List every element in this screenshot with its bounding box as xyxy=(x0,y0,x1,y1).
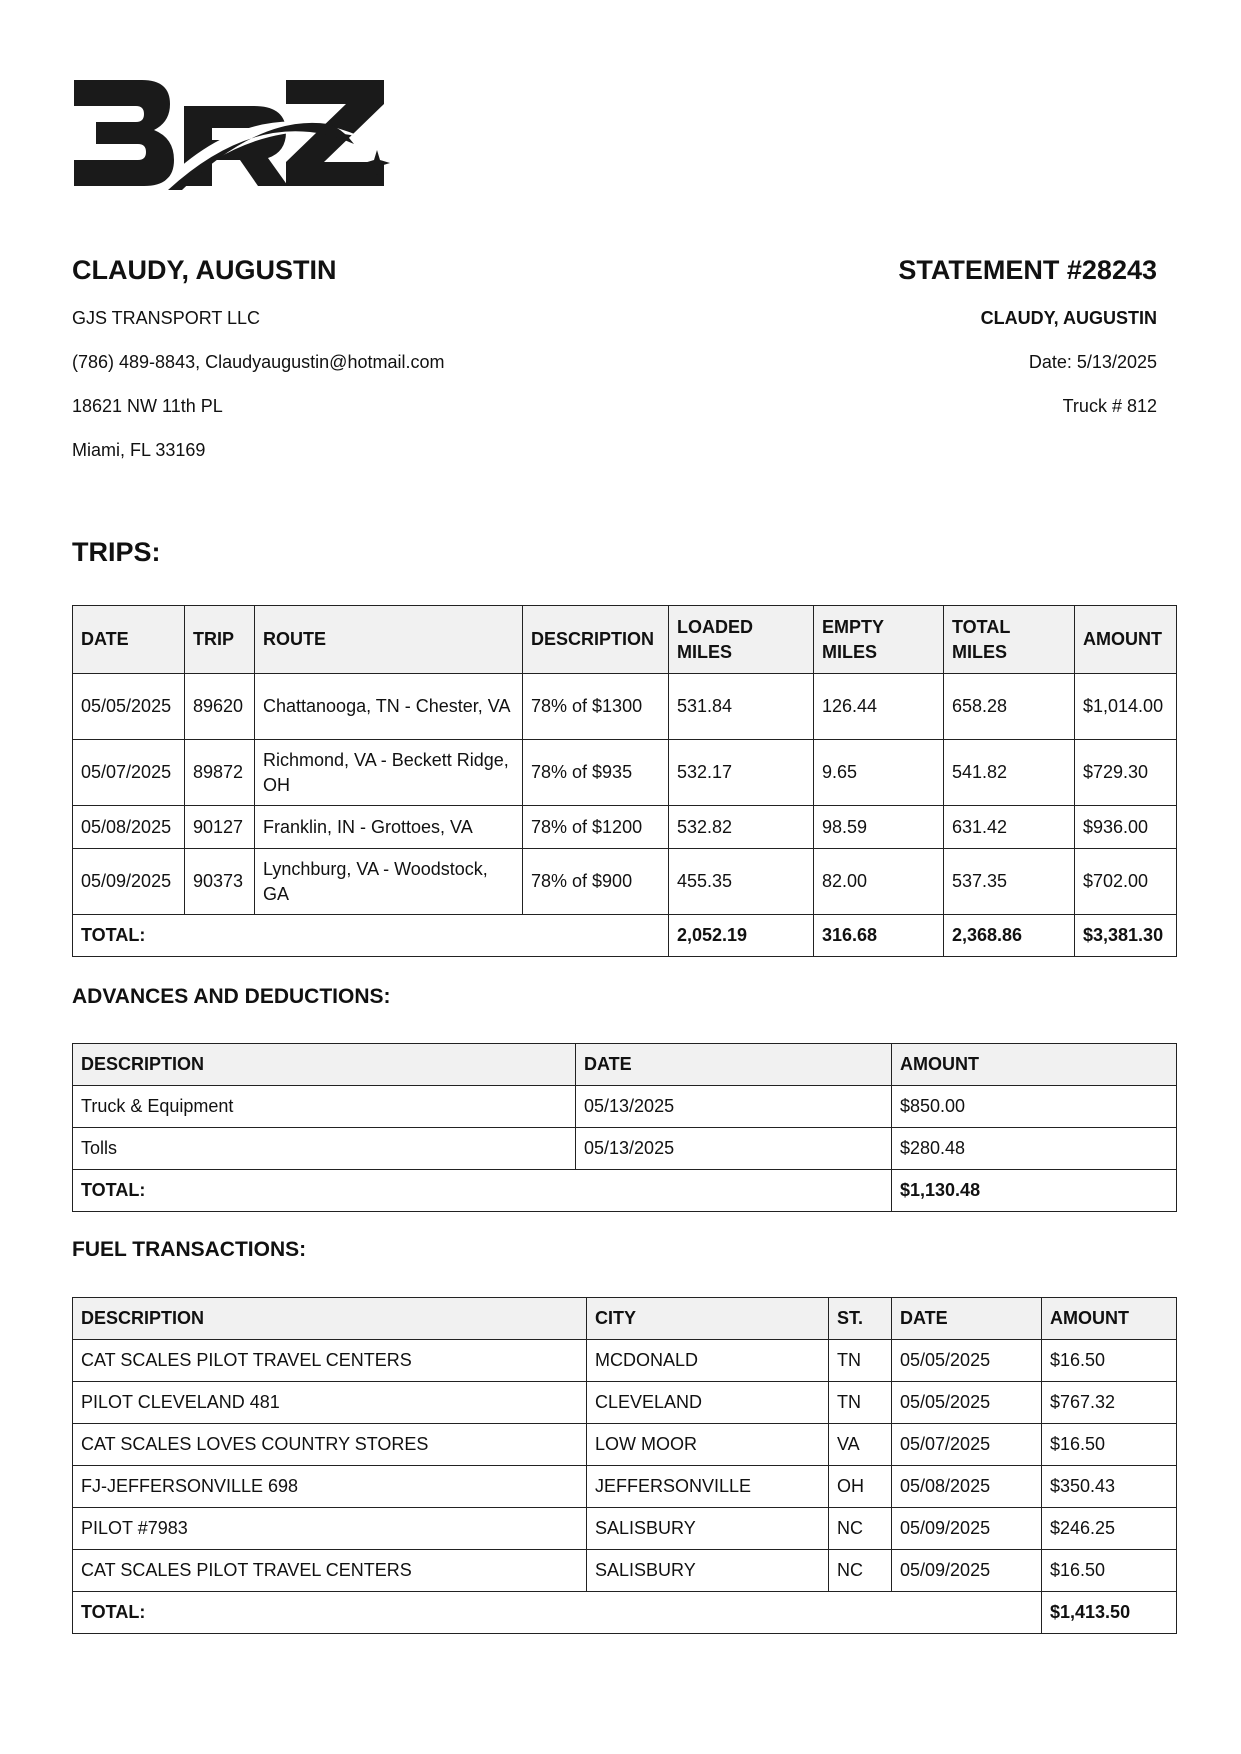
fuel-amount: $16.50 xyxy=(1042,1424,1177,1466)
trip-description: 78% of $1200 xyxy=(523,806,669,849)
column-header: EMPTY MILES xyxy=(814,606,944,674)
trips-heading: TRIPS: xyxy=(72,537,161,567)
driver-name: CLAUDY, AUGUSTIN xyxy=(72,255,337,285)
total-amount: $3,381.30 xyxy=(1075,915,1177,957)
total-miles: 2,368.86 xyxy=(944,915,1075,957)
fuel-state: NC xyxy=(829,1508,892,1550)
table-row xyxy=(73,806,1177,849)
column-header: DESCRIPTION xyxy=(73,1298,587,1340)
table-header-row xyxy=(73,1044,1177,1086)
driver-address-line2: Miami, FL 33169 xyxy=(72,440,206,460)
fuel-city: LOW MOOR xyxy=(587,1424,829,1466)
trip-loaded-miles: 532.17 xyxy=(669,740,814,806)
column-header: TRIP xyxy=(185,606,255,674)
trip-number: 90127 xyxy=(185,806,255,849)
trip-description: 78% of $1300 xyxy=(523,674,669,740)
trip-loaded-miles: 531.84 xyxy=(669,674,814,740)
total-label: TOTAL: xyxy=(73,915,669,957)
fuel-date: 05/08/2025 xyxy=(892,1466,1042,1508)
table-header-row xyxy=(73,606,1177,674)
total-label: TOTAL: xyxy=(73,1592,1042,1634)
trip-amount: $1,014.00 xyxy=(1075,674,1177,740)
fuel-city: CLEVELAND xyxy=(587,1382,829,1424)
trip-empty-miles: 98.59 xyxy=(814,806,944,849)
trip-number: 89620 xyxy=(185,674,255,740)
column-header: AMOUNT xyxy=(1075,606,1177,674)
statement-driver-name: CLAUDY, AUGUSTIN xyxy=(980,308,1157,328)
statement-date: Date: 5/13/2025 xyxy=(1028,352,1157,372)
fuel-amount: $350.43 xyxy=(1042,1466,1177,1508)
total-row xyxy=(73,1170,1177,1212)
table-row xyxy=(73,849,1177,915)
trip-empty-miles: 126.44 xyxy=(814,674,944,740)
table-row xyxy=(73,1128,1177,1170)
table-row xyxy=(73,740,1177,806)
truck-number: Truck # 812 xyxy=(1062,396,1157,416)
column-header: DATE xyxy=(73,606,185,674)
driver-address-line1: 18621 NW 11th PL xyxy=(72,396,223,416)
deduction-date: 05/13/2025 xyxy=(576,1128,892,1170)
trip-description: 78% of $900 xyxy=(523,849,669,915)
column-header: DESCRIPTION xyxy=(523,606,669,674)
table-header-row xyxy=(73,1298,1177,1340)
table-row xyxy=(73,1424,1177,1466)
table-row xyxy=(73,1086,1177,1128)
trip-empty-miles: 82.00 xyxy=(814,849,944,915)
statement-title: STATEMENT #28243 xyxy=(898,255,1157,285)
column-header: DESCRIPTION xyxy=(73,1044,576,1086)
fuel-state: OH xyxy=(829,1466,892,1508)
trip-route: Franklin, IN - Grottoes, VA xyxy=(255,806,523,849)
total-loaded-miles: 2,052.19 xyxy=(669,915,814,957)
column-header: AMOUNT xyxy=(1042,1298,1177,1340)
table-row xyxy=(73,1382,1177,1424)
fuel-date: 05/05/2025 xyxy=(892,1382,1042,1424)
table-row xyxy=(73,1340,1177,1382)
trip-amount: $936.00 xyxy=(1075,806,1177,849)
trip-total-miles: 537.35 xyxy=(944,849,1075,915)
total-amount: $1,413.50 xyxy=(1042,1592,1177,1634)
column-header: AMOUNT xyxy=(892,1044,1177,1086)
column-header: ROUTE xyxy=(255,606,523,674)
trip-description: 78% of $935 xyxy=(523,740,669,806)
fuel-city: SALISBURY xyxy=(587,1550,829,1592)
table-row xyxy=(73,1466,1177,1508)
total-row xyxy=(73,1592,1177,1634)
total-label: TOTAL: xyxy=(73,1170,892,1212)
trip-total-miles: 541.82 xyxy=(944,740,1075,806)
driver-contact: (786) 489-8843, Claudyaugustin@hotmail.com xyxy=(72,352,445,372)
trips-table xyxy=(72,605,1177,957)
fuel-description: FJ-JEFFERSONVILLE 698 xyxy=(73,1466,587,1508)
trip-route: Chattanooga, TN - Chester, VA xyxy=(255,674,523,740)
column-header: DATE xyxy=(892,1298,1042,1340)
trip-date: 05/07/2025 xyxy=(73,740,185,806)
fuel-description: PILOT CLEVELAND 481 xyxy=(73,1382,587,1424)
fuel-state: TN xyxy=(829,1340,892,1382)
table-row xyxy=(73,1508,1177,1550)
fuel-amount: $246.25 xyxy=(1042,1508,1177,1550)
fuel-date: 05/07/2025 xyxy=(892,1424,1042,1466)
fuel-heading: FUEL TRANSACTIONS: xyxy=(72,1238,307,1261)
trip-date: 05/05/2025 xyxy=(73,674,185,740)
column-header: DATE xyxy=(576,1044,892,1086)
table-row xyxy=(73,1550,1177,1592)
deduction-amount: $850.00 xyxy=(892,1086,1177,1128)
trip-number: 89872 xyxy=(185,740,255,806)
total-amount: $1,130.48 xyxy=(892,1170,1177,1212)
advances-table xyxy=(72,1043,1177,1212)
company-name: GJS TRANSPORT LLC xyxy=(72,308,261,328)
deduction-amount: $280.48 xyxy=(892,1128,1177,1170)
fuel-state: TN xyxy=(829,1382,892,1424)
trip-empty-miles: 9.65 xyxy=(814,740,944,806)
fuel-description: PILOT #7983 xyxy=(73,1508,587,1550)
trip-amount: $702.00 xyxy=(1075,849,1177,915)
driver-info xyxy=(72,253,672,472)
column-header: ST. xyxy=(829,1298,892,1340)
statement-info xyxy=(657,253,1157,428)
fuel-date: 05/09/2025 xyxy=(892,1508,1042,1550)
fuel-state: VA xyxy=(829,1424,892,1466)
column-header: TOTAL MILES xyxy=(944,606,1075,674)
trip-total-miles: 631.42 xyxy=(944,806,1075,849)
advances-heading: ADVANCES AND DEDUCTIONS: xyxy=(72,985,391,1008)
fuel-amount: $16.50 xyxy=(1042,1550,1177,1592)
fuel-date: 05/09/2025 xyxy=(892,1550,1042,1592)
fuel-state: NC xyxy=(829,1550,892,1592)
fuel-city: JEFFERSONVILLE xyxy=(587,1466,829,1508)
trip-amount: $729.30 xyxy=(1075,740,1177,806)
fuel-description: CAT SCALES LOVES COUNTRY STORES xyxy=(73,1424,587,1466)
fuel-description: CAT SCALES PILOT TRAVEL CENTERS xyxy=(73,1550,587,1592)
trip-total-miles: 658.28 xyxy=(944,674,1075,740)
total-empty-miles: 316.68 xyxy=(814,915,944,957)
fuel-amount: $767.32 xyxy=(1042,1382,1177,1424)
trip-route: Lynchburg, VA - Woodstock, GA xyxy=(255,849,523,915)
fuel-amount: $16.50 xyxy=(1042,1340,1177,1382)
deduction-description: Tolls xyxy=(73,1128,576,1170)
trip-number: 90373 xyxy=(185,849,255,915)
fuel-table xyxy=(72,1297,1177,1634)
brz-logo xyxy=(72,78,392,193)
deduction-date: 05/13/2025 xyxy=(576,1086,892,1128)
trip-date: 05/08/2025 xyxy=(73,806,185,849)
total-row xyxy=(73,915,1177,957)
fuel-city: MCDONALD xyxy=(587,1340,829,1382)
fuel-city: SALISBURY xyxy=(587,1508,829,1550)
column-header: CITY xyxy=(587,1298,829,1340)
table-row xyxy=(73,674,1177,740)
trip-date: 05/09/2025 xyxy=(73,849,185,915)
trip-loaded-miles: 455.35 xyxy=(669,849,814,915)
fuel-date: 05/05/2025 xyxy=(892,1340,1042,1382)
trip-route: Richmond, VA - Beckett Ridge, OH xyxy=(255,740,523,806)
column-header: LOADED MILES xyxy=(669,606,814,674)
deduction-description: Truck & Equipment xyxy=(73,1086,576,1128)
fuel-description: CAT SCALES PILOT TRAVEL CENTERS xyxy=(73,1340,587,1382)
trip-loaded-miles: 532.82 xyxy=(669,806,814,849)
